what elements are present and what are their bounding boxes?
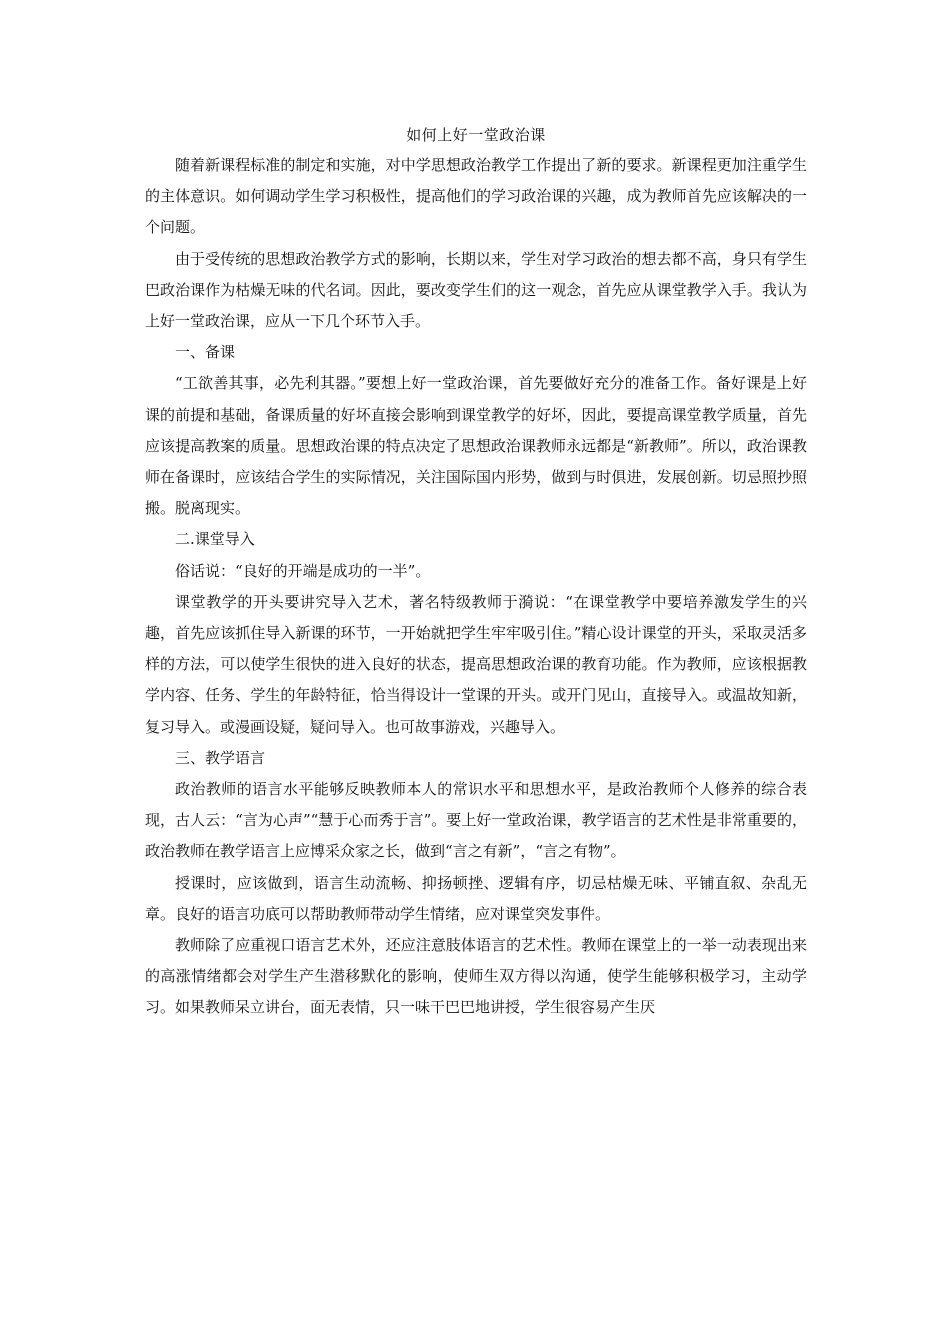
document-title: 如何上好一堂政治课 [406, 126, 546, 144]
paragraph-intro: 随着新课程标准的制定和实施，对中学思想政治教学工作提出了新的要求。新课程更加注重学生的主体意识。如何调动学生学习积极性，提高他们的学习政治课的兴趣，成为教师首先应该解决的一个问题。 [145, 156, 807, 237]
document-page [145, 122, 807, 1024]
paragraph-delivery: 授课时，应该做到，语言生动流畅、抑扬顿挫、逻辑有序，切忌枯燥无味、平铺直叙、杂乱无章。良好的语言功底可以帮助教师带动学生情绪，应对课堂突发事件。 [145, 873, 807, 923]
paragraph-proverb: 俗话说：“良好的开端是成功的一半”。 [175, 561, 431, 580]
section-heading-lesson-prep: 一、备课 [175, 343, 236, 362]
paragraph-lesson-prep: “工欲善其事，必先利其器。”要想上好一堂政治课，首先要做好充分的准备工作。备好课是上好课的前提和基础，备课质量的好坏直接会影响到课堂教学的好坏，因此，要提高课堂教学质量，首先应该提高教案的质量。思想政治课的特点决定了思想政治课教师永远都是“新教师”。所以，政治课教师在备课时，应该结合学生的实际情况，关注国际国内形势，做到与时俱进，发展创新。切忌照抄照搬。脱离现实。 [145, 374, 807, 518]
section-heading-teaching-language: 三、教学语言 [175, 748, 266, 767]
paragraph-introduction: 课堂教学的开头要讲究导入艺术，著名特级教师于漪说：“在课堂教学中要培养激发学生的兴趣，首先应该抓住导入新课的环节，一开始就把学生牢牢吸引住。”精心设计课堂的开头，采取灵活多样的方法，可以使学生很快的进入良好的状态，提高思想政治课的教育功能。作为教师，应该根据教学内容、任务、学生的年龄特征，恰当得设计一堂课的开头。或开门见山，直接导入。或温故知新，复习导入。或漫画设疑，疑问导入。也可故事游戏，兴趣导入。 [145, 592, 807, 736]
paragraph-teaching-language: 政治教师的语言水平能够反映教师本人的常识水平和思想水平，是政治教师个人修养的综合表现，古人云：“言为心声”“慧于心而秀于言”。要上好一堂政治课，教学语言的艺术性是非常重要的，政治教师在教学语言上应博采众家之长，做到“言之有新”，“言之有物”。 [145, 780, 807, 861]
paragraph-background: 由于受传统的思想政治教学方式的影响，长期以来，学生对学习政治的想去都不高，身只有学生巴政治课作为枯燥无味的代名词。因此，要改变学生们的这一观念，首先应从课堂教学入手。我认为上好一堂政治课，应从一下几个环节入手。 [145, 249, 807, 331]
section-heading-introduction: 二.课堂导入 [175, 530, 255, 549]
paragraph-body-language: 教师除了应重视口语言艺术外，还应注意肢体语言的艺术性。教师在课堂上的一举一动表现出来的高涨情绪都会对学生产生潜移默化的影响，使师生双方得以沟通，使学生能够积极学习，主动学习。如果教师呆立讲台，面无表情，只一味干巴巴地讲授，学生很容易产生厌 [145, 936, 807, 1017]
